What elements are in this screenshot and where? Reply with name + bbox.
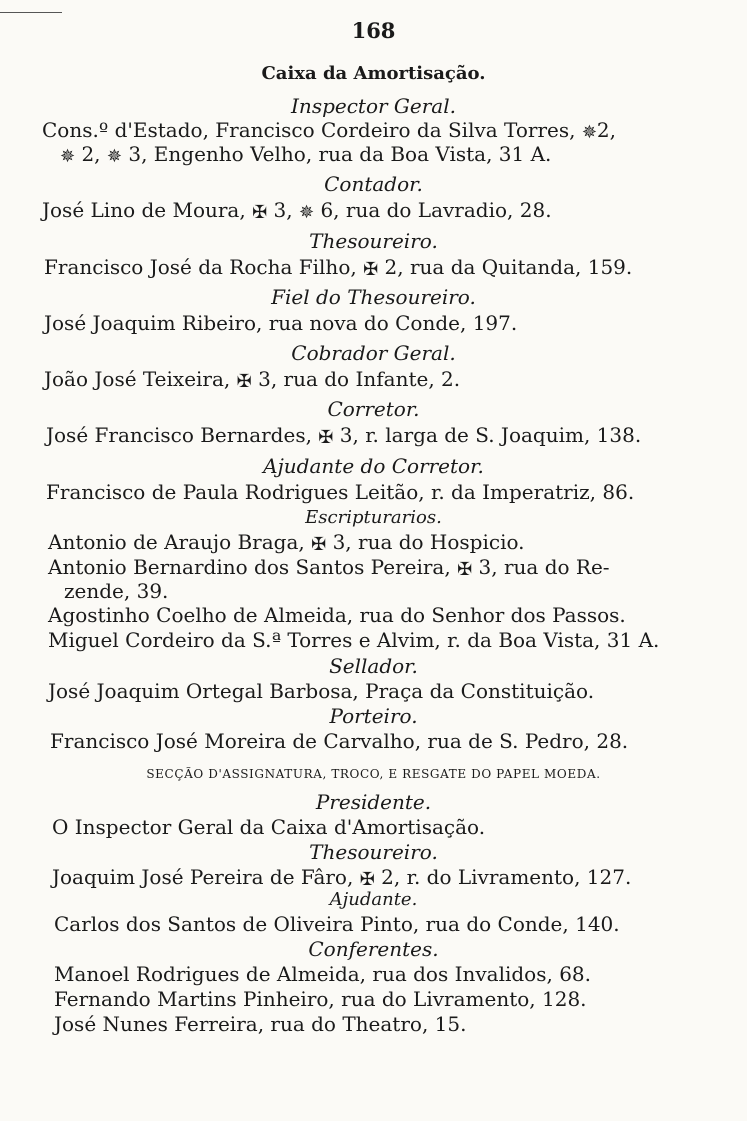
heading-contador: Contador.	[324, 172, 423, 196]
entry-contador: José Lino de Moura, ✠ 3, ✵ 6, rua do Lavradio, 28.	[42, 198, 552, 223]
entry-conferente-1: Manoel Rodrigues de Almeida, rua dos Invalidos, 68.	[54, 962, 592, 986]
heading-inspector: Inspector Geral.	[291, 94, 456, 118]
heading-thesoureiro-2: Thesoureiro.	[309, 840, 438, 864]
top-rule	[0, 12, 62, 13]
star-icon: ✵	[106, 146, 122, 167]
cross-icon: ✠	[318, 427, 334, 448]
star-icon: ✵	[298, 202, 315, 223]
heading-fiel: Fiel do Thesoureiro.	[271, 285, 476, 309]
cross-icon: ✠	[236, 371, 252, 392]
entry-sellador: José Joaquim Ortegal Barbosa, Praça da Constituição.	[48, 679, 595, 703]
heading-cobrador: Cobrador Geral.	[291, 341, 456, 365]
entry-presidente: O Inspector Geral da Caixa d'Amortisação.	[52, 815, 486, 839]
heading-conferentes: Conferentes.	[308, 937, 439, 961]
star-icon: ✵	[60, 146, 76, 167]
heading-corretor: Corretor.	[327, 397, 420, 421]
heading-ajudante-corretor: Ajudante do Corretor.	[263, 454, 484, 478]
cross-icon: ✠	[359, 869, 375, 890]
heading-thesoureiro: Thesoureiro.	[309, 229, 438, 253]
entry-conferente-3: José Nunes Ferreira, rua do Theatro, 15.	[54, 1012, 467, 1036]
page-number: 168	[351, 18, 396, 43]
entry-escripturario-4: Miguel Cordeiro da S.ª Torres e Alvim, r. da Boa Vista, 31 A.	[48, 628, 660, 652]
entry-ajudante-corretor: Francisco de Paula Rodrigues Leitão, r. da Imperatriz, 86.	[46, 480, 635, 504]
cross-icon: ✠	[457, 559, 473, 580]
heading-sellador: Sellador.	[329, 654, 418, 678]
entry-ajudante: Carlos dos Santos de Oliveira Pinto, rua do Conde, 140.	[54, 912, 620, 936]
entry-thesoureiro: Francisco José da Rocha Filho, ✠ 2, rua da Quitanda, 159.	[44, 255, 633, 280]
entry-porteiro: Francisco José Moreira de Carvalho, rua de S. Pedro, 28.	[50, 729, 629, 753]
cross-icon: ✠	[311, 534, 327, 555]
cross-icon: ✠	[363, 259, 379, 280]
entry-thesoureiro-2: Joaquim José Pereira de Fâro, ✠ 2, r. do Livramento, 127.	[52, 865, 632, 890]
entry-escripturario-1: Antonio de Araujo Braga, ✠ 3, rua do Hospicio.	[48, 530, 525, 555]
star-icon: ✵	[581, 122, 597, 143]
entry-fiel: José Joaquim Ribeiro, rua nova do Conde, 197.	[44, 311, 518, 335]
heading-presidente: Presidente.	[315, 790, 432, 814]
entry-corretor: José Francisco Bernardes, ✠ 3, r. larga de S. Joaquim, 138.	[46, 423, 642, 448]
entry-inspector-line2: ✵ 2, ✵ 3, Engenho Velho, rua da Boa Vista, 31 A.	[60, 142, 552, 167]
entry-escripturario-2-cont: zende, 39.	[64, 579, 169, 603]
entry-inspector-line1: Cons.º d'Estado, Francisco Cordeiro da Silva Torres, ✵2,	[42, 118, 617, 143]
heading-escripturarios: Escripturarios.	[305, 507, 442, 528]
cross-icon: ✠	[252, 202, 268, 223]
section-heading: SECÇÃO D'ASSIGNATURA, TROCO, E RESGATE DO PAPEL MOEDA.	[146, 767, 601, 781]
page-title: Caixa da Amortisação.	[261, 63, 486, 84]
entry-escripturario-3: Agostinho Coelho de Almeida, rua do Senhor dos Passos.	[48, 603, 626, 627]
heading-porteiro: Porteiro.	[329, 704, 418, 728]
entry-cobrador: João José Teixeira, ✠ 3, rua do Infante, 2.	[44, 367, 461, 392]
entry-escripturario-2: Antonio Bernardino dos Santos Pereira, ✠ 3, rua do Re-	[48, 555, 610, 580]
heading-ajudante: Ajudante.	[329, 889, 418, 910]
entry-conferente-2: Fernando Martins Pinheiro, rua do Livramento, 128.	[54, 987, 587, 1011]
